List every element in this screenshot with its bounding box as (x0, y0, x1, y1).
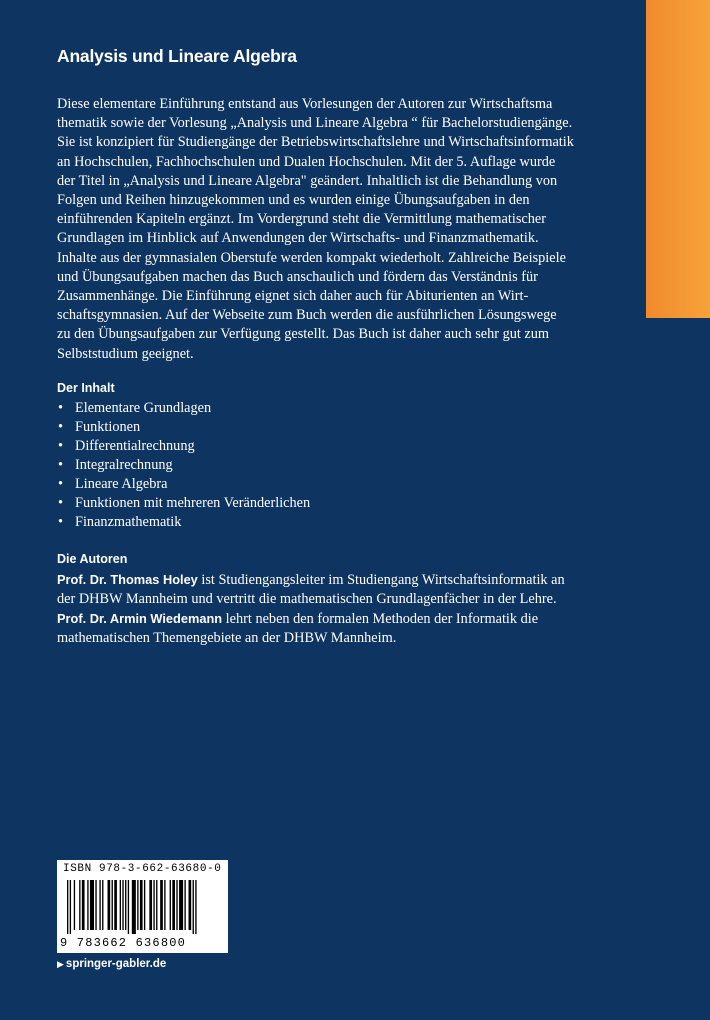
author-text: lehrt neben den formalen Methoden der Informatik die (222, 610, 539, 627)
description-line: zu den Übungsaufgaben zur Verfügung gestellt. Das Buch ist daher auch sehr gut zum (57, 326, 550, 343)
list-item (57, 437, 587, 456)
book-title: Analysis und Lineare Algebra (57, 46, 297, 66)
list-item-label: Lineare Algebra (75, 476, 168, 493)
list-item-label: Finanzmathematik (75, 514, 182, 531)
barcode-bar (156, 880, 157, 930)
barcode-bar (195, 880, 196, 934)
description-line: Sie ist konzipiert für Studiengänge der Betriebswirtschaftslehre und Wirtschaftsinformatik (57, 134, 574, 151)
list-item (57, 399, 587, 418)
barcode-bar (144, 880, 145, 930)
list-item (57, 475, 587, 494)
barcode-bar (95, 880, 96, 930)
back-cover-text (57, 46, 587, 648)
barcode-bar (184, 880, 185, 930)
description-line: Folgen und Reihen hinzugekommen und es wurden einige Übungsaufgaben in den (57, 192, 530, 209)
barcode-bar (120, 880, 121, 930)
barcode-bar (74, 880, 75, 930)
description-line: an Hochschulen, Fachhochschulen und Dualen Hochschulen. Mit der 5. Auflage wurde (57, 153, 556, 170)
author-name: Prof. Dr. Armin Wiedemann (57, 610, 223, 626)
description (57, 95, 587, 364)
arrow-icon: ▶ (57, 959, 64, 969)
author-line (57, 609, 587, 629)
barcode-bar (172, 880, 175, 930)
description-line: der Titel in „Analysis und Lineare Algebra" geändert. Inhaltlich ist die Behandlung von (57, 172, 558, 189)
description-line: Selbststudium geeignet. (57, 345, 194, 362)
barcode-bar (108, 880, 111, 930)
barcode-bar (70, 880, 71, 934)
barcode-bar (132, 880, 136, 934)
accent-bar (646, 0, 710, 318)
barcode-bar (160, 880, 163, 930)
bullet: • (58, 476, 64, 493)
barcode-bar (137, 880, 138, 930)
description-line: Grundlagen im Hinblick auf Anwendungen der Wirtschafts- und Finanzmathematik. (57, 230, 539, 247)
barcode-bar (128, 880, 129, 934)
list-item-label: Funktionen mit mehreren Veränderlichen (75, 495, 311, 512)
description-line: und Übungsaufgaben machen das Buch anschaulich und fördern das Verständnis für (57, 268, 538, 285)
barcode-bar (79, 880, 80, 930)
barcode-bar (99, 880, 100, 930)
barcode-bar (114, 880, 117, 930)
bullet: • (58, 438, 64, 455)
bullet: • (58, 418, 64, 435)
authors-section (57, 570, 587, 649)
list-item (57, 494, 587, 513)
publisher-url: springer-gabler.de (65, 958, 167, 970)
bullet: • (58, 399, 64, 416)
contents-list (57, 399, 587, 533)
list-item (57, 418, 587, 437)
author-text: ist Studiengangsleiter im Studiengang Wirtschaftsinformatik an (197, 571, 565, 588)
barcode-bar (67, 880, 68, 934)
description-line: einführenden Kapiteln ergänzt. Im Vordergrund steht die Vermittlung mathematischer (57, 211, 547, 228)
description-line: Diese elementare Einführung entstand aus Vorlesungen der Autoren zur Wirtschaftsma (57, 96, 553, 112)
barcode-bar (149, 880, 152, 930)
contents-heading: Der Inhalt (57, 380, 115, 395)
list-item-label: Elementare Grundlagen (75, 399, 212, 416)
barcode-bar (140, 880, 143, 930)
barcode-bars (67, 880, 219, 934)
bullet: • (58, 457, 64, 474)
barcode-bar (170, 880, 171, 930)
barcode-bar (179, 880, 183, 930)
barcode-bar (87, 880, 88, 930)
barcode-bar (153, 880, 154, 930)
isbn-barcode (57, 860, 228, 953)
list-item-label: Differentialrechnung (75, 438, 195, 455)
barcode-bar (82, 880, 85, 930)
authors-heading: Die Autoren (57, 551, 128, 566)
barcode-bar (176, 880, 177, 930)
bullet: • (58, 495, 64, 512)
barcode-bar (90, 880, 94, 930)
barcode-bar (193, 880, 194, 934)
list-item-label: Funktionen (75, 418, 141, 435)
author-name: Prof. Dr. Thomas Holey (57, 571, 198, 587)
publisher-link[interactable] (57, 958, 166, 970)
isbn-label: ISBN 978-3-662-63680-0 (63, 863, 222, 875)
author-line: der DHBW Mannheim und vertritt die mathematischen Grundlagenfächer in der Lehre. (57, 590, 557, 607)
list-item-label: Integralrechnung (75, 457, 173, 474)
barcode-bar (122, 880, 123, 930)
description-line: Zusammenhänge. Die Einführung eignet sich daher auch für Abiturienten an Wirt- (57, 288, 529, 305)
barcode-bar (164, 880, 165, 930)
barcode-bar (125, 880, 126, 930)
barcode-bar (102, 880, 103, 930)
barcode-bar (112, 880, 113, 930)
author-line (57, 570, 587, 590)
list-item (57, 456, 587, 475)
description-line: Inhalte aus der gymnasialen Oberstufe werden kompakt wiederholt. Zahlreiche Beispiele (57, 249, 566, 266)
author-line: mathematischen Themengebiete an der DHBW Mannheim. (57, 630, 397, 647)
bullet: • (58, 514, 64, 531)
barcode-digits: 9 783662 636800 (60, 936, 187, 950)
description-line: schaftsgymnasien. Auf der Webseite zum Buch werden die ausführlichen Lösungswege (57, 307, 557, 324)
description-line: thematik sowie der Vorlesung „Analysis und Lineare Algebra “ für Bachelorstudiengänge. (57, 115, 573, 132)
list-item (57, 513, 587, 532)
barcode-bar (189, 880, 192, 930)
